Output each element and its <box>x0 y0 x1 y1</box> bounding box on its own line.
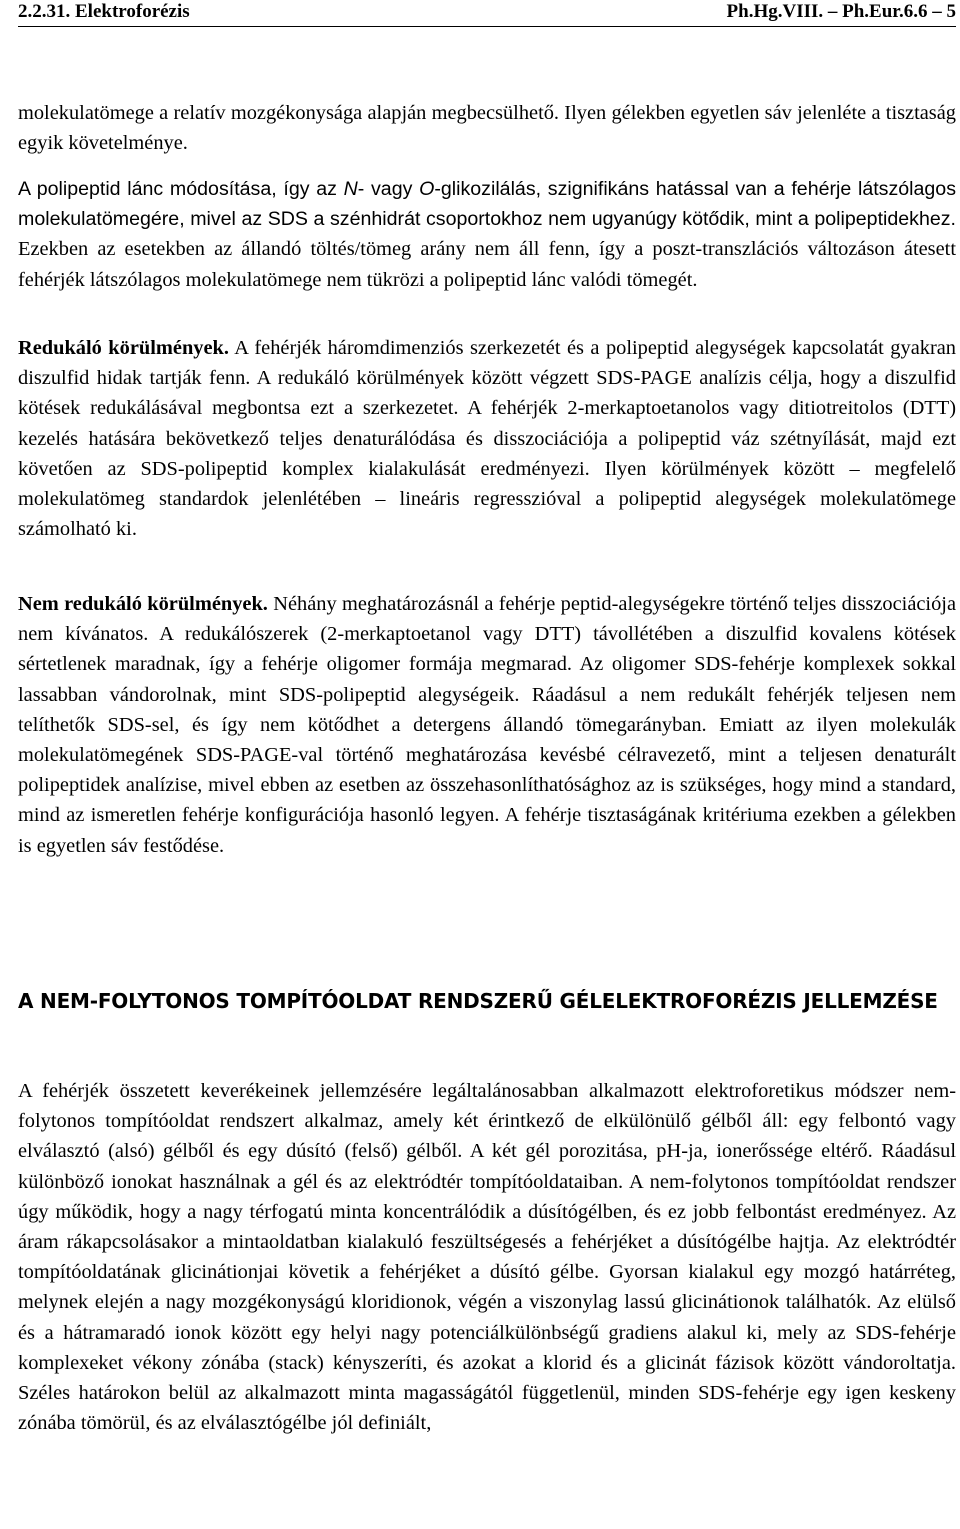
paragraph-non-reducing-conditions <box>18 589 956 861</box>
o-italic: O <box>419 178 435 200</box>
non-reducing-label: Nem redukáló körülmények. <box>18 593 268 615</box>
header-section-title: 2.2.31. Elektroforézis <box>18 1 190 22</box>
glycosylation-text-b: - vagy <box>357 178 420 200</box>
non-reducing-text: Néhány meghatározásnál a fehérje peptid-alegységekre történő teljes disszociációja nem kívánatos. A redukálószerek (2-merkaptoetanol vagy DTT) távollétében a diszulfid kovalens kötések sértetlenek maradnak, így a fehérje oligomer formája megmarad. Az oligomer SDS-fehérje komplexek sokkal lassabban vándorolnak, mint SDS-polipeptid alegységeik. Ráadásul a nem redukált fehérjék teljesen nem telíthetők SDS-sel, és így nem kötődhet a detergens állandó tömegarányban. Emiatt az ilyen molekulák molekulatömegének SDS-PAGE-val történő meghatározása kevésbé célravezető, mint a teljesen denaturált polipeptidek analízise, mivel ebben az esetben az összehasonlíthatósághoz az is szükséges, hogy mind a standard, mind az ismeretlen fehérje konfigurációja hasonló legyen. A fehérje tisztaságának kritériuma ezekben a gélekben is egyetlen sáv festődése. <box>18 593 956 857</box>
paragraph-reducing-conditions <box>18 333 956 544</box>
paragraph-glycosylation <box>18 174 956 295</box>
n-italic: N <box>343 178 358 200</box>
paragraph-continuation: molekulatömege a relatív mozgékonysága alapján megbecsülhető. Ilyen gélekben egyetlen sáv jelenléte a tisztaság egyik követelménye. <box>18 102 956 155</box>
running-header <box>18 0 956 27</box>
paragraph-discontinuous-buffer: A fehérjék összetett keverékeinek jellemzésére legáltalánosabban alkalmazott elektroforetikus módszer nem-folytonos tompítóoldat rendszert alkalmaz, amely két érintkező de elkülönülő gélből áll: egy felbontó vagy elválasztó (alsó) gélből és egy dúsító (felső) gélből. A két gél porozitása, pH-ja, ionerőssége eltérő. Ráadásul különböző ionokat használnak a gél és az elektródtér tompítóoldataiban. A nem-folytonos tompítóoldat rendszer úgy működik, hogy a nagy térfogatú minta koncentrálódik a dúsítógélben, és ez jobb felbontást eredményez. Az áram rákapcsolásakor a mintaoldatban kialakuló feszültségesés a fehérjéket a dúsítógélbe hajtja. Az elektródtér tompítóoldatának glicinátionjai követik a fehérjéket a dúsító gélbe. Gyorsan kialakul egy mozgó határréteg, melynek elején a nagy mozgékonyságú kloridionok, végén a viszonylag lassú glicinátionok találhatók. Az elülső és a hátramaradó ionok között egy helyi nagy potenciálkülönbségű gradiens alakul ki, mely az SDS-fehérje komplexeket vékony zónába (stack) kényszeríti, és azokat a klorid és a glicinát fázisok között vándoroltatja. Széles határokon belül az alkalmazott minta magasságától függetlenül, minden SDS-fehérje egy igen keskeny zónába tömörül, és az elválasztógélbe jól definiált, <box>18 1080 956 1435</box>
glycosylation-text-d: Ezekben az esetekben az állandó töltés/tömeg arány nem áll fenn, így a poszt-transzlációs változáson átesett fehérjék látszólagos molekulatömege nem tükrözi a polipeptid lánc valódi tömegét. <box>18 238 956 291</box>
glycosylation-text-c: -glikozilálás, szignifikáns hatással van a fehérje látszólagos molekulatömegére, mivel az SDS a szénhidrát csoportokhoz nem ugyanúgy kötődik, mint a polipeptidekhez. <box>18 178 956 231</box>
glycosylation-text-a: A polipeptid lánc módosítása, így az <box>18 178 344 200</box>
reducing-label: Redukáló körülmények. <box>18 337 229 359</box>
header-pharmacopoeia-ref: Ph.Hg.VIII. – Ph.Eur.6.6 – 5 <box>726 1 956 22</box>
section-heading: A NEM-FOLYTONOS TOMPÍTÓOLDAT RENDSZERŰ GÉLELEKTROFORÉZIS JELLEMZÉSE <box>18 989 938 1013</box>
reducing-text: A fehérjék háromdimenziós szerkezetét és a polipeptid alegységek kapcsolatát gyakran diszulfid hidak tartják fenn. A redukáló körülmények között végzett SDS-PAGE analízis célja, hogy a diszulfid kötések redukálásával megbontsa ezt a szerkezetet. A fehérjék 2-merkaptoetanolos vagy ditiotreitolos (DTT) kezelés hatására bekövetkező teljes denaturálódása és disszociációja a polipeptid váz szétnyílását, majd ezt követően az SDS-polipeptid komplex kialakulását eredményezi. Ilyen körülmények között – megfelelő molekulatömeg standardok jelenlétében – lineáris regresszióval a polipeptid alegységek molekulatömege számolható ki. <box>18 337 956 541</box>
